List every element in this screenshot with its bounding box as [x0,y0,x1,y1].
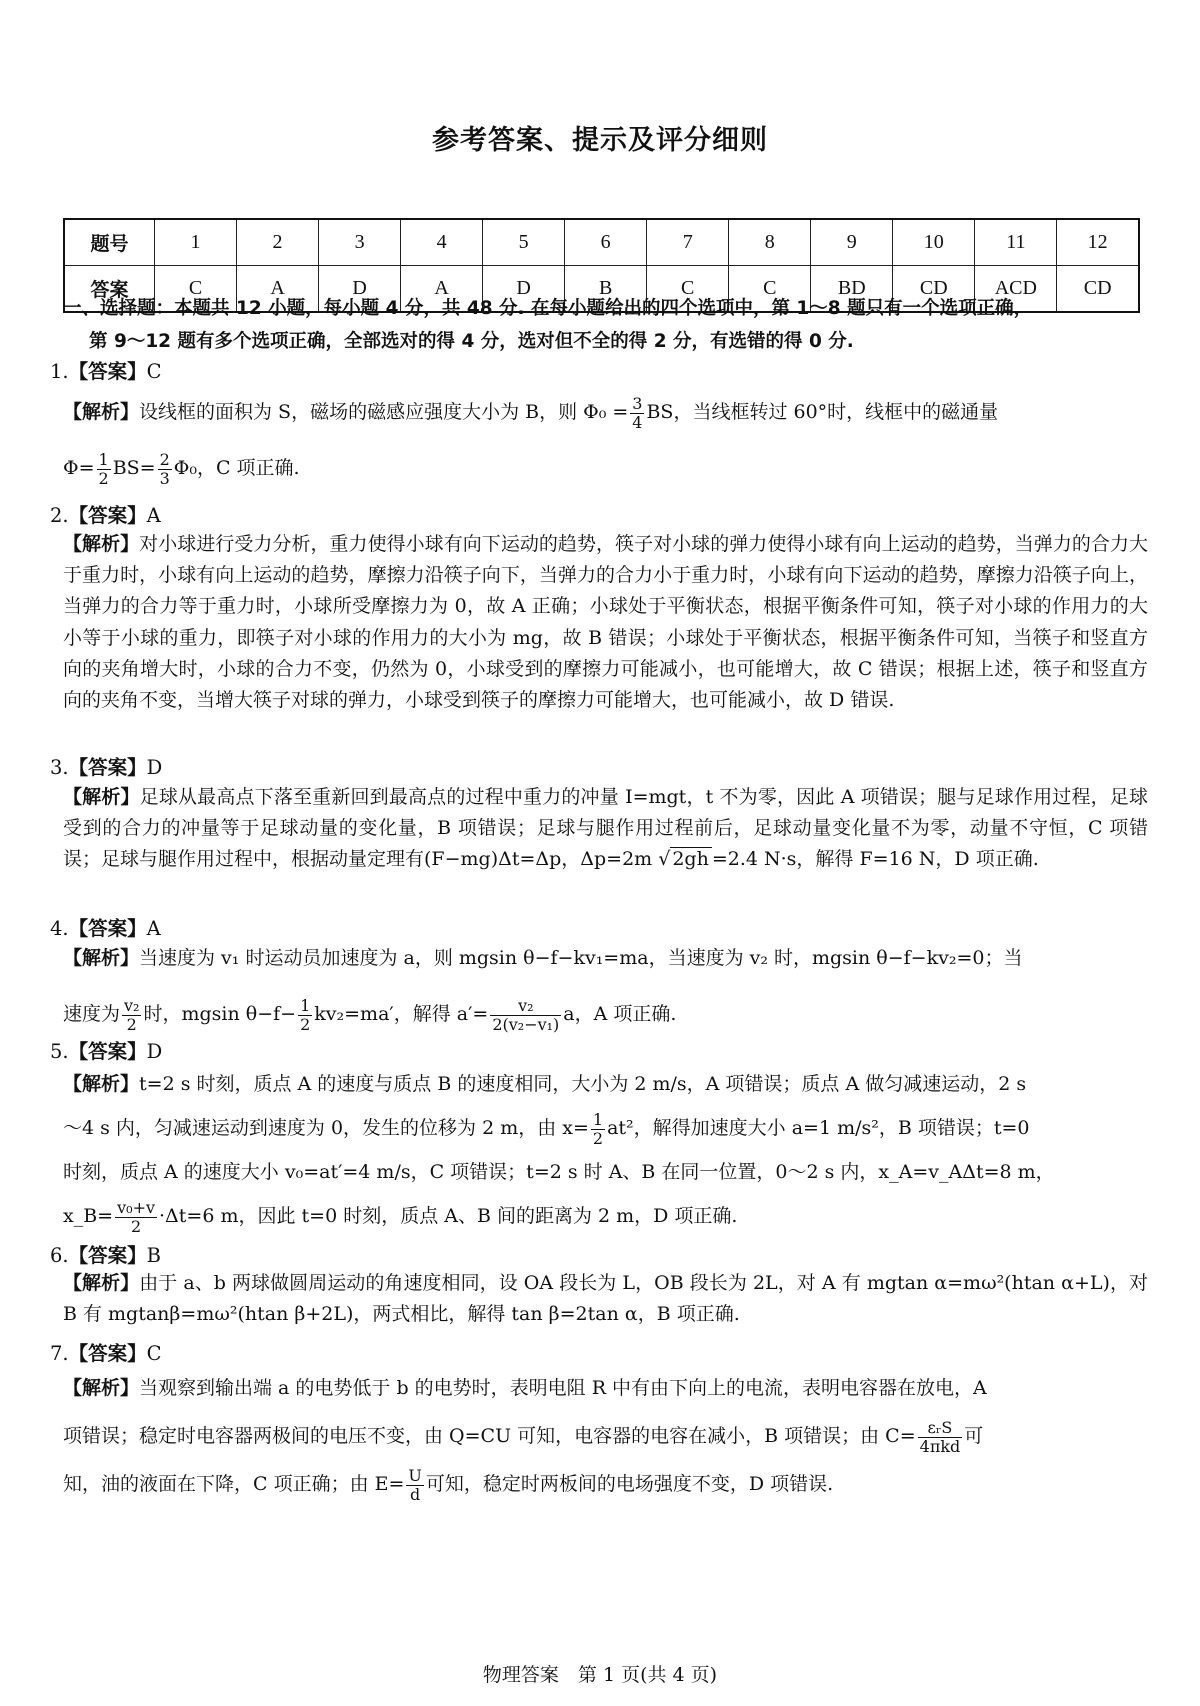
page-title: 参考答案、提示及评分细则 [432,125,768,156]
answer-cell: C [155,266,237,313]
section-line-2: 第 9～12 题有多个选项正确，全部选对的得 4 分，选对但不全的得 2 分，有选错的得 0 分. [89,331,854,352]
q5-answer-value: D [146,1040,163,1063]
answer-cell: CD [893,266,975,313]
denominator: 2 [126,1014,137,1034]
fraction [158,451,172,488]
denominator: 4πkd [919,1436,961,1456]
analysis-tag: 【解析】 [63,1272,140,1294]
q3-text: =2.4 N·s，解得 F=16 N，D 项正确. [711,848,1039,871]
q5-text: at²，解得加速度大小 a=1 m/s²，B 项错误；t=0 [607,1117,1030,1139]
q4-text: 时，mgsin θ−f− [143,1003,297,1025]
question-number: 2 [237,219,319,266]
q7-text: 知，油的液面在下降，C 项正确；由 E= [63,1473,405,1495]
q3-number: 3. [50,756,69,779]
q5-text: t=2 s 时刻，质点 A 的速度与质点 B 的速度相同，大小为 2 m/s，A 项错误；质点 A 做匀减速运动，2 s [139,1073,1027,1095]
question-number: 3 [319,219,401,266]
q5-answer [50,1036,162,1064]
q7-analysis [63,1364,1148,1508]
page-footer: 物理答案 第 1 页(共 4 页) [482,1664,718,1686]
q3-analysis: 【解析】足球从最高点下落至重新回到最高点的过程中重力的冲量 I=mgt，t 不为零，因此 A 项错误；腿与足球作用过程，足球受到的合力的冲量等于足球动量的变化量，B 项错误；足球与腿作用过程前后，足球动量变化量不为零，动量不守恒，C 项错误；足球与腿作用过程中，根据动量定理有(F−mg)Δt=Δp，Δp=2m √ 2gh =2.4 N·s，解得 F=16 N，D 项正确. [63,786,1148,871]
answer-cell: ACD [975,266,1057,313]
answer-cell: BD [811,266,893,313]
q1-number: 1. [50,360,69,383]
q6-text: 由于 a、b 两球做圆周运动的角速度相同，设 OA 段长为 L，OB 段长为 2L，对 A 有 mgtan α=mω²(htan α+L)，对 B 有 mgtanβ=mω²(htan β+2L)，两式相比，解得 tan β=2tan α，B 项正确. [63,1272,1148,1326]
denominator: 2 [592,1128,604,1148]
analysis-tag: 【解析】 [63,1073,140,1095]
question-number: 1 [155,219,237,266]
question-number: 12 [1057,219,1139,266]
q3-answer-value: D [146,756,163,779]
q7-text: 可 [964,1425,984,1447]
q3-answer [50,752,162,780]
q1-text: Φ= [63,457,95,479]
answer-tag: 【答案】 [68,1244,147,1267]
q5-text: ～4 s 内，匀减速运动到速度为 0，发生的位移为 2 m，由 x= [63,1117,589,1139]
question-number: 4 [401,219,483,266]
q4-text: 速度为 [63,1003,121,1025]
denominator: 2 [98,468,109,488]
answer-cell: A [237,266,319,313]
question-number: 11 [975,219,1057,266]
q4-text: a，A 项正确. [563,1003,677,1025]
numerator: v₀+v [117,1197,156,1217]
q2-text: 对小球进行受力分析，重力使得小球有向下运动的趋势，筷子对小球的弹力使得小球有向上运动的趋势，当弹力的合力大于重力时，小球有向上运动的趋势，摩擦力沿筷子向下，当弹力的合力小于重力时，小球有向下运动的趋势，摩擦力沿筷子向上，当弹力的合力等于重力时，小球所受摩擦力为 0，故 A 正确；小球处于平衡状态，根据平衡条件可知，筷子对小球的作用力的大小等于小球的重力，即筷子对小球的作用力的大小为 mg，故 B 错误；小球处于平衡状态，根据平衡条件可知，当筷子和竖直方向的夹角增大时，小球的合力不变，仍然为 0，小球受到的摩擦力可能减小，也可能增大，故 C 错误；根据上述，筷子和竖直方向的夹角不变，当增大筷子对球的弹力，小球受到筷子的摩擦力可能增大，也可能减小，故 D 错误. [63,533,1148,712]
numerator: 2 [159,449,170,469]
fraction [97,451,111,488]
denominator: 3 [159,468,170,488]
numerator: v₂ [490,997,561,1016]
q4-answer-value: A [146,917,161,940]
question-number: 6 [565,219,647,266]
fraction [591,1111,605,1148]
question-number: 10 [893,219,975,266]
analysis-tag: 【解析】 [63,786,140,808]
q4-number: 4. [50,917,69,940]
numerator: U [408,1465,422,1485]
analysis-tag: 【解析】 [63,1377,140,1399]
q1-answer [50,356,162,384]
answer-cell: B [565,266,647,313]
fraction [115,1199,157,1236]
q1-text: Φ₀，C 项正确. [173,457,300,479]
denominator: 4 [632,412,643,432]
answer-cell: C [647,266,729,313]
q1-text: BS= [112,457,156,479]
answer-cell: A [401,266,483,313]
numerator: v₂ [124,995,140,1015]
q4-analysis [63,930,1148,1042]
analysis-tag: 【解析】 [63,401,140,423]
q1-text: 设线框的面积为 S，磁场的磁感应强度大小为 B，则 Φ₀ = [139,401,629,423]
q1-text: BS，当线框转过 60°时，线框中的磁通量 [646,401,999,423]
denominator: 2(v₂−v₁) [492,1014,560,1034]
numerator: 3 [632,393,643,413]
answer-tag: 【答案】 [68,1342,147,1365]
analysis-tag: 【解析】 [63,533,140,555]
q7-text: 当观察到输出端 a 的电势低于 b 的电势时，表明电阻 R 中有由下向上的电流，表明电容器在放电，A [139,1377,987,1399]
q6-analysis [63,1268,1148,1330]
denominator: 2 [130,1216,142,1236]
fraction [298,997,312,1034]
answer-tag: 【答案】 [68,360,147,383]
fraction [630,395,644,432]
q7-text: 可知，稳定时两板间的电场强度不变，D 项错误. [425,1473,834,1495]
answer-cell: CD [1057,266,1139,313]
q2-answer-value: A [146,504,161,527]
fraction [122,997,141,1034]
row-header-answer: 答案 [64,266,155,313]
q5-number: 5. [50,1040,69,1063]
q6-answer-value: B [146,1244,161,1267]
q1-answer-value: C [146,360,162,383]
denominator: 2 [300,1014,311,1034]
sqrt-expression: 2gh [670,847,712,870]
denominator: d [410,1484,421,1504]
question-number: 5 [483,219,565,266]
q7-answer [50,1338,162,1366]
q3-text: 足球从最高点下落至重新回到最高点的过程中重力的冲量 I=mgt，t 不为零，因此 A 项错误；腿与足球作用过程，足球受到的合力的冲量等于足球动量的变化量，B 项错误；足球与腿作用过程前后，足球动量变化量不为零，动量不守恒，C 项错误；足球与腿作用过程中，根据动量定理有(F−mg)Δt=Δp，Δp=2m [63,786,1148,871]
numerator: εᵣS [918,1419,963,1438]
q1-analysis [63,384,1148,496]
section-instructions [63,292,1148,358]
q7-number: 7. [50,1342,69,1365]
q4-text: kv₂=ma′，解得 a′= [314,1003,489,1025]
q6-answer [50,1240,161,1268]
answer-cell: C [729,266,811,313]
section-line-1: 一、选择题：本题共 12 小题，每小题 4 分，共 48 分. 在每小题给出的四个选项中，第 1～8 题只有一个选项正确， [63,298,1033,319]
row-header-number: 题号 [64,219,155,266]
q6-number: 6. [50,1244,69,1267]
table-row-numbers [64,219,1139,266]
q7-text: 项错误；稳定时电容器两极间的电压不变，由 Q=CU 可知，电容器的电容在减小，B 项错误；由 C= [63,1425,916,1447]
fraction [918,1419,963,1456]
q2-answer [50,500,161,528]
answer-tag: 【答案】 [68,504,147,527]
q5-analysis [63,1062,1148,1238]
numerator: 1 [592,1109,604,1129]
fraction [490,997,561,1034]
answer-cell: D [319,266,401,313]
question-number: 8 [729,219,811,266]
analysis-tag: 【解析】 [63,947,140,969]
numerator: 1 [98,449,109,469]
q5-text: ·Δt=6 m，因此 t=0 时刻，质点 A、B 间的距离为 2 m，D 项正确. [159,1205,738,1227]
fraction [406,1467,423,1504]
question-number: 9 [811,219,893,266]
q4-text: 当速度为 v₁ 时运动员加速度为 a，则 mgsin θ−f−kv₁=ma，当速度为 v₂ 时，mgsin θ−f−kv₂=0；当 [139,947,1023,969]
answer-cell: D [483,266,565,313]
question-number: 7 [647,219,729,266]
q2-analysis [63,529,1148,716]
q5-text: x_B= [63,1205,114,1227]
q2-number: 2. [50,504,69,527]
numerator: 1 [300,995,311,1015]
answer-tag: 【答案】 [68,756,147,779]
answer-tag: 【答案】 [68,1040,147,1063]
q7-answer-value: C [146,1342,162,1365]
answer-tag: 【答案】 [68,917,147,940]
q5-text: 时刻，质点 A 的速度大小 v₀=at′=4 m/s，C 项错误；t=2 s 时 A、B 在同一位置，0～2 s 内，x_A=v_AΔt=8 m， [63,1161,1055,1183]
